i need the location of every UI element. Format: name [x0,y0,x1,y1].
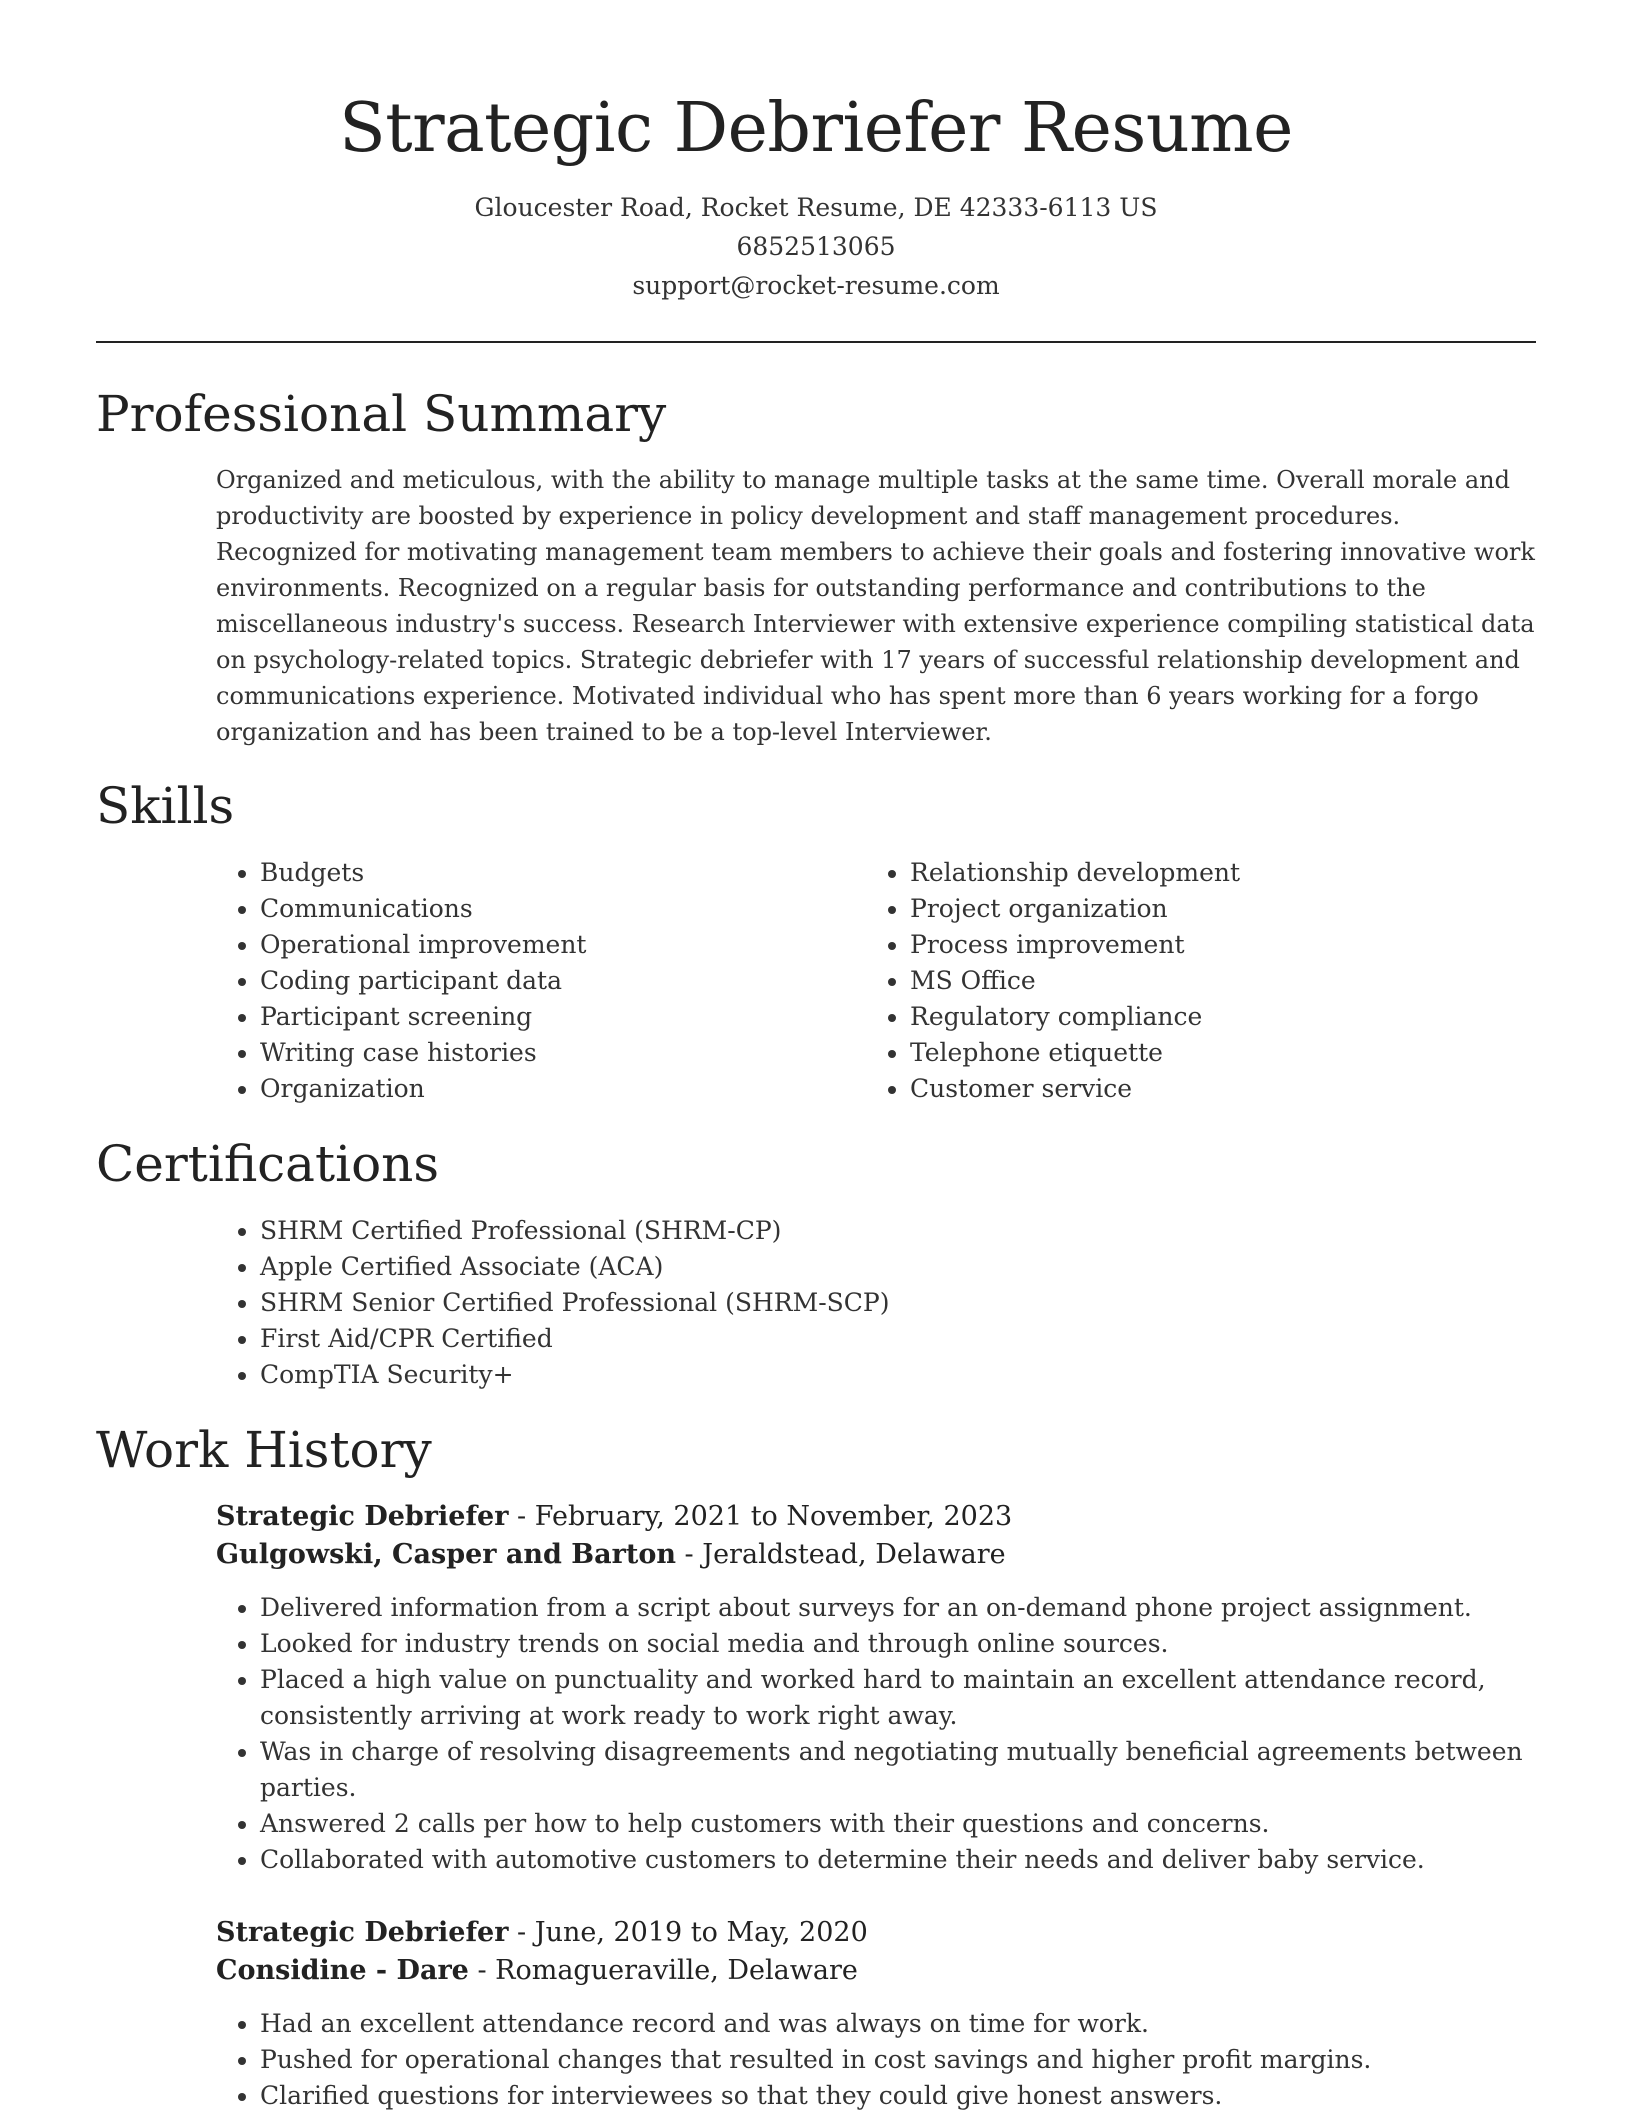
resume-title: Strategic Debriefer Resume [339,89,1293,168]
header-divider [96,341,1536,343]
skills-column-left [216,855,856,1107]
job-role: Strategic Debriefer [216,1917,509,1948]
list-item: • Delivered information from a script about surveys for an on-demand phone project assignment. [260,1590,1546,1626]
list-item: • Collaborated with automotive customers to determine their needs and deliver baby service. [260,1842,1546,1878]
job-company: Gulgowski, Casper and Barton [216,1539,676,1570]
job-role-line [216,1914,1546,1952]
list-item: • Budgets [260,855,856,891]
list-item: • Looked for industry trends on social media and through online sources. [260,1626,1546,1662]
job-bullets [216,2006,1546,2112]
job-dates: - June, 2019 to May, 2020 [508,1917,868,1948]
list-item: • Process improvement [910,927,1506,963]
job-entry [216,1498,1546,1878]
contact-phone: 6852513065 [736,232,896,261]
list-item: • SHRM Senior Certified Professional (SHRM-SCP) [260,1285,1546,1321]
section-title-skills: Skills [96,777,235,835]
summary-text: Organized and meticulous, with the ability to manage multiple tasks at the same time. Overall morale and productivity are boosted by experience in policy development and staff management procedures. Recognized for motivating management team members to achieve their goals and fostering innovative work environments. Recognized on a regular basis for outstanding performance and contributions to the miscellaneous industry's success. Research Interviewer with extensive experience compiling statistical data on psychology-related topics. Strategic debriefer with 17 years of successful relationship development and communications experience. Motivated individual who has spent more than 6 years working for a forgo organization and has been trained to be a top-level Interviewer. [216,466,1535,746]
list-item: • Customer service [910,1071,1506,1107]
contact-address: Gloucester Road, Rocket Resume, DE 42333-6113 US [474,193,1158,222]
section-title-summary: Professional Summary [96,385,667,443]
job-bullets [216,1590,1546,1878]
job-company-line [216,1952,1546,1990]
job-entry [216,1914,1546,2112]
section-title-certifications: Certifications [96,1135,440,1193]
job-role: Strategic Debriefer [216,1501,509,1532]
resume-header [0,0,1632,305]
list-item: • Had an excellent attendance record and was always on time for work. [260,2006,1546,2042]
job-location: - Romagueraville, Delaware [468,1955,858,1986]
list-item: • Placed a high value on punctuality and worked hard to maintain an excellent attendance record, consistently arriving at work ready to work right away. [260,1662,1546,1734]
list-item: • Pushed for operational changes that resulted in cost savings and higher profit margins. [260,2042,1546,2078]
list-item: • Was in charge of resolving disagreements and negotiating mutually beneficial agreements between parties. [260,1734,1546,1806]
job-dates: - February, 2021 to November, 2023 [508,1501,1013,1532]
list-item: • Regulatory compliance [910,999,1506,1035]
list-item: • Participant screening [260,999,856,1035]
list-item: • Writing case histories [260,1035,856,1071]
list-item: • Operational improvement [260,927,856,963]
summary-text-block [216,462,1546,750]
job-company: Considine - Dare [216,1955,469,1986]
contact-email: support@rocket-resume.com [632,271,1000,300]
job-company-line [216,1536,1546,1574]
skills-column-right [866,855,1506,1107]
list-item: • Project organization [910,891,1506,927]
certifications-list [216,1213,1546,1393]
list-item: • Organization [260,1071,856,1107]
list-item: • CompTIA Security+ [260,1357,1546,1393]
list-item: • Clarified questions for interviewees so that they could give honest answers. [260,2078,1546,2112]
skills-list-right [866,855,1506,1107]
job-location: - Jeraldstead, Delaware [675,1539,1006,1570]
list-item: • Apple Certified Associate (ACA) [260,1249,1546,1285]
skills-list-left [216,855,856,1107]
list-item: • SHRM Certified Professional (SHRM-CP) [260,1213,1546,1249]
list-item: • Communications [260,891,856,927]
list-item: • Answered 2 calls per how to help customers with their questions and concerns. [260,1806,1546,1842]
list-item: • Relationship development [910,855,1506,891]
job-role-line [216,1498,1546,1536]
list-item: • Telephone etiquette [910,1035,1506,1071]
list-item: • Coding participant data [260,963,856,999]
list-item: • MS Office [910,963,1506,999]
contact-block [0,188,1632,305]
list-item: • First Aid/CPR Certified [260,1321,1546,1357]
certifications-block [216,1213,1546,1393]
section-title-work-history: Work History [96,1421,432,1479]
